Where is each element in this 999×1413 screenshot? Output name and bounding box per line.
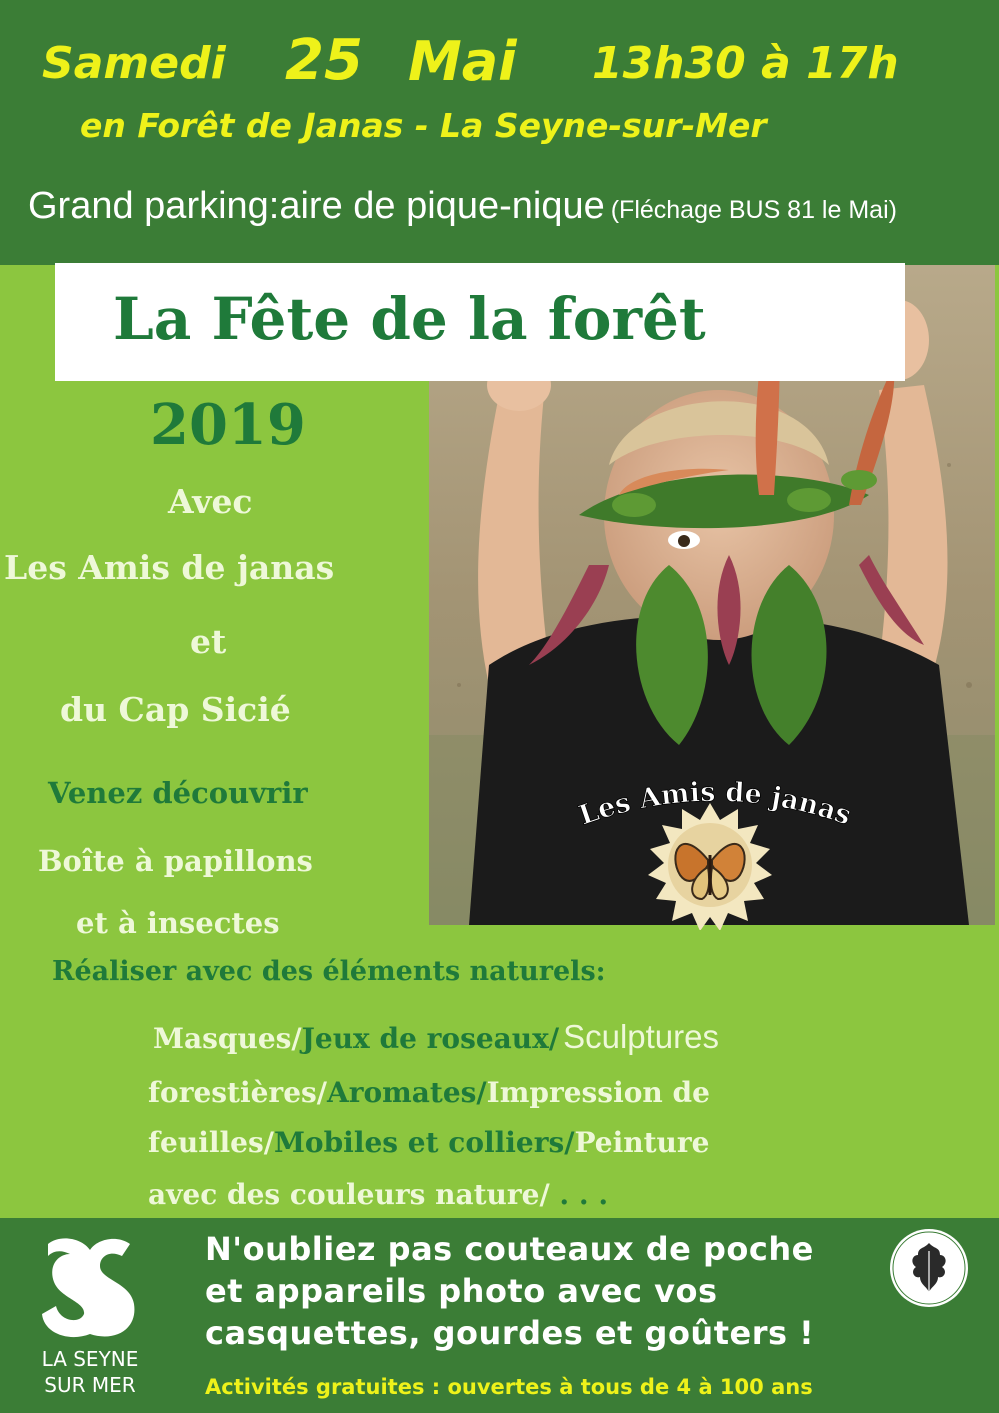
insectes-text: et à insectes <box>76 906 280 940</box>
header-band <box>0 0 999 265</box>
activity-aromates: Aromates/ <box>327 1076 487 1109</box>
et-text: et <box>190 622 227 661</box>
event-year: 2019 <box>150 392 306 458</box>
cap-sicie-text: du Cap Sicié <box>60 690 291 729</box>
parking-text: Grand parking:aire de pique-nique <box>28 185 605 227</box>
activity-feuilles: feuilles/ <box>148 1126 274 1159</box>
butterfly-sun-icon <box>648 803 772 930</box>
activity-jeux: Jeux de roseaux/ <box>301 1022 560 1055</box>
svg-text:SUR MER: SUR MER <box>44 1373 136 1397</box>
activity-mobiles: Mobiles et colliers/ <box>273 1126 575 1159</box>
bus-note: (Fléchage BUS 81 le Mai) <box>610 196 897 224</box>
activities-line-1 <box>153 1018 719 1056</box>
free-activities-text: Activités gratuites : ouvertes à tous de 4 à 100 ans <box>205 1375 813 1399</box>
parking-line <box>28 185 897 228</box>
location-line: en Forêt de Janas - La Seyne-sur-Mer <box>80 106 767 145</box>
activity-peinture: Peinture <box>574 1126 710 1159</box>
date-line <box>0 28 999 98</box>
activities-line-4 <box>148 1178 608 1211</box>
date-time: 13h30 à 17h <box>592 38 899 89</box>
badge-text: Les Amis de janas <box>575 776 856 832</box>
activities-line-2 <box>148 1076 710 1109</box>
venez-decouvrir-text: Venez découvrir <box>48 776 308 810</box>
event-title: La Fête de la forêt <box>113 285 706 353</box>
la-seyne-logo-icon <box>30 1230 150 1400</box>
realiser-text: Réaliser avec des éléments naturels: <box>52 956 606 987</box>
date-number: 25 <box>285 28 363 93</box>
amis-de-janas-text: Les Amis de janas <box>4 548 335 587</box>
date-day: Samedi <box>42 38 226 89</box>
badge-graphic <box>555 770 875 930</box>
footer-line-2: et appareils photo avec vos <box>205 1272 718 1310</box>
svg-text:LA SEYNE: LA SEYNE <box>41 1347 139 1371</box>
activity-impression: Impression de <box>486 1076 710 1109</box>
boite-papillons-text: Boîte à papillons <box>38 844 313 878</box>
activity-masques: Masques/ <box>153 1022 302 1055</box>
activities-line-3 <box>148 1126 709 1159</box>
footer-line-1: N'oubliez pas couteaux de poche <box>205 1230 814 1268</box>
oak-leaf-icon <box>888 1227 970 1309</box>
activity-sculptures: Sculptures <box>563 1018 719 1055</box>
activity-couleurs: avec des couleurs nature/ <box>148 1178 550 1211</box>
date-month: Mai <box>408 30 517 93</box>
activity-forestieres: forestières/ <box>148 1076 327 1109</box>
la-seyne-logo <box>30 1230 150 1400</box>
activity-dots: . . . <box>549 1178 609 1211</box>
avec-text: Avec <box>168 482 253 521</box>
footer-line-3: casquettes, gourdes et goûters ! <box>205 1314 815 1352</box>
amis-de-janas-oak-logo <box>888 1227 970 1309</box>
amis-de-janas-badge <box>555 770 875 930</box>
title-box <box>55 263 905 381</box>
